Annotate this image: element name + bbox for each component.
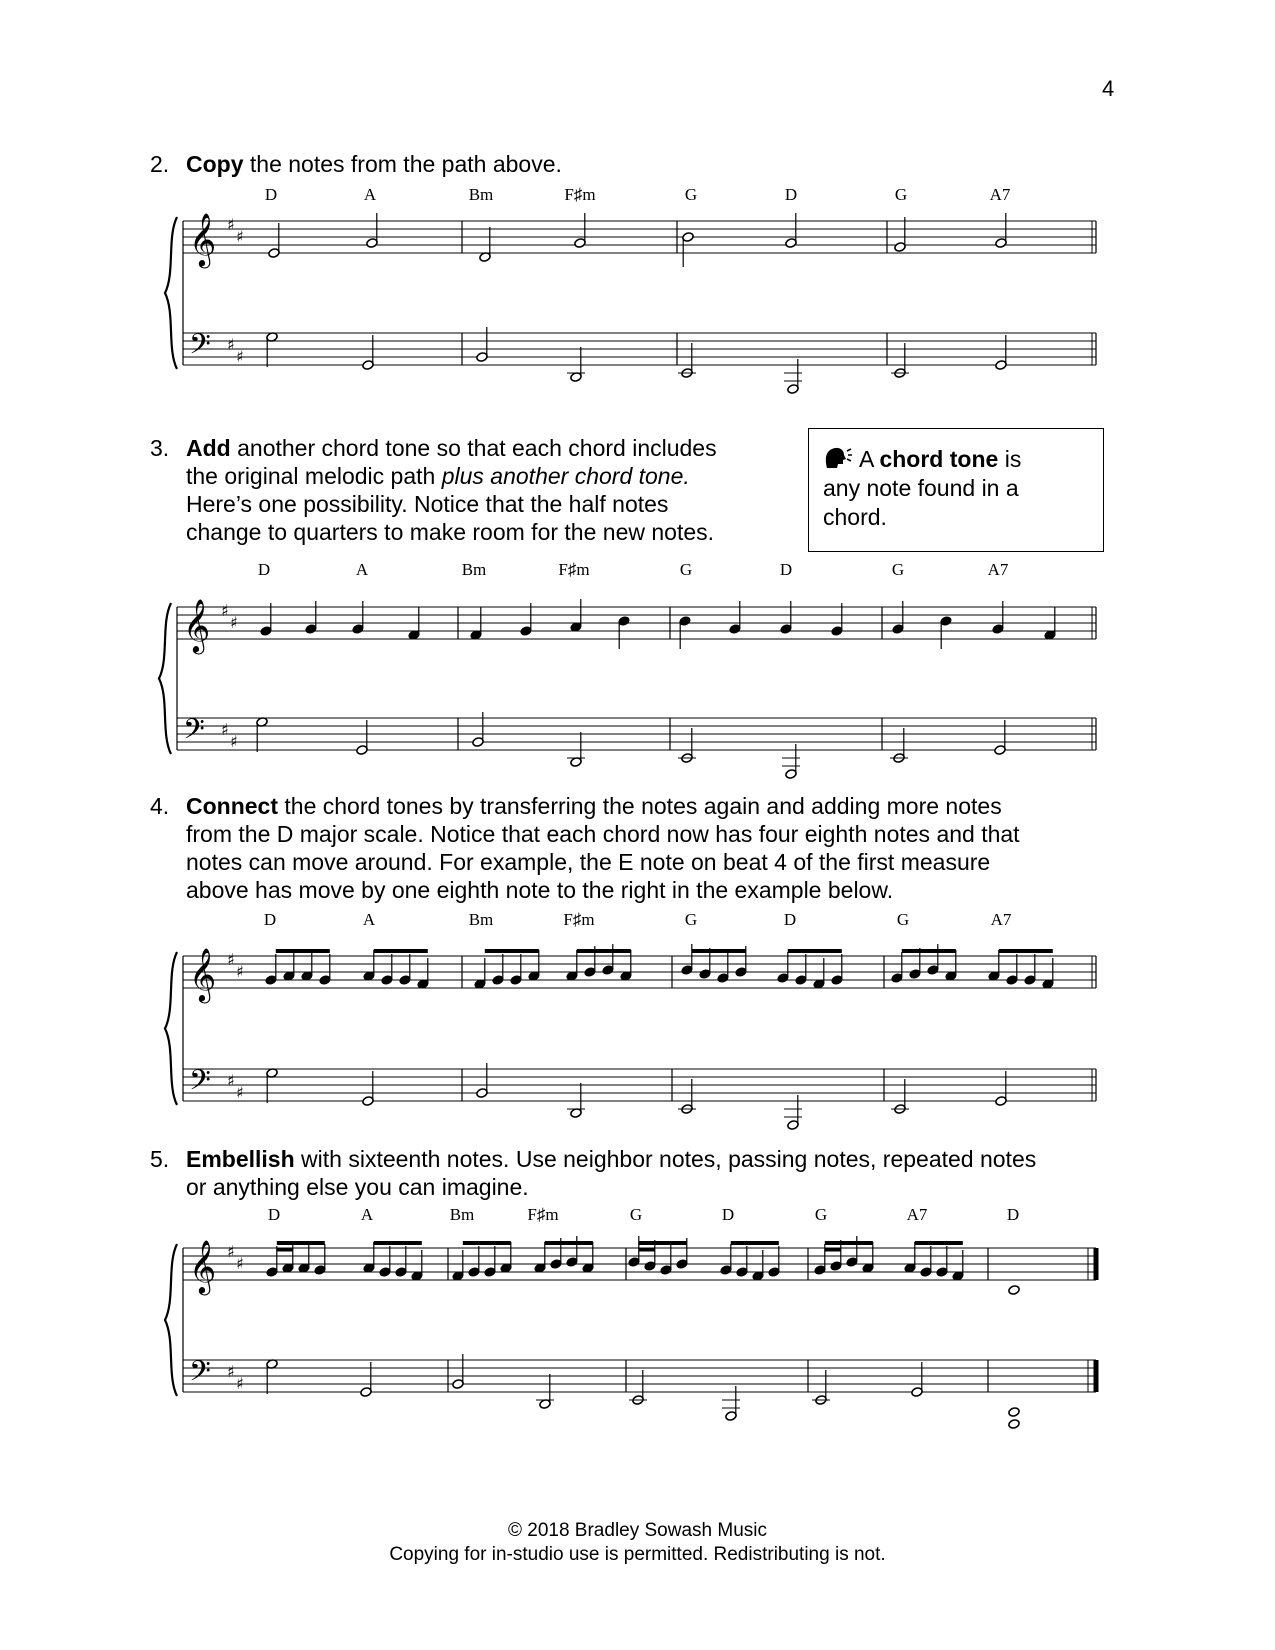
- sharp-sign: ♯: [236, 1254, 244, 1273]
- chord-symbol: F♯m: [563, 910, 595, 929]
- page-number: 4: [1102, 76, 1115, 101]
- step-5-instruction: [150, 1145, 1130, 1201]
- sharp-sign: ♯: [227, 215, 235, 234]
- step-number: 5.: [150, 1146, 170, 1172]
- chord-symbol: A7: [990, 910, 1012, 929]
- step-emphasis: plus another chord tone.: [441, 463, 690, 489]
- note-head: [1008, 1407, 1020, 1418]
- copyright-line: © 2018 Bradley Sowash Music: [507, 1520, 767, 1541]
- chord-symbol: Bm: [449, 1205, 475, 1224]
- callout-prefix: A: [859, 446, 880, 472]
- treble-clef: 𝄞: [189, 1239, 217, 1293]
- music-system-3: [0, 905, 1275, 1120]
- note-head: [1008, 1285, 1020, 1296]
- permission-line: Copying for in-studio use is permitted. Redistributing is not.: [389, 1544, 886, 1565]
- sharp-sign: ♯: [221, 601, 229, 620]
- chord-symbol: G: [684, 910, 698, 929]
- sharp-sign: ♯: [227, 1362, 235, 1381]
- step-3-instruction: [150, 434, 790, 546]
- chord-symbol: F♯m: [564, 185, 596, 204]
- step-keyword: Embellish: [186, 1146, 295, 1172]
- bass-clef: 𝄢: [189, 1064, 211, 1104]
- note-head: [1008, 1419, 1020, 1430]
- step-text: Here’s one possibility. Notice that the half notes: [186, 491, 669, 517]
- chord-symbol: Bm: [468, 910, 494, 929]
- step-text: with sixteenth notes. Use neighbor notes, passing notes, repeated notes: [294, 1146, 1037, 1172]
- chord-symbol: D: [783, 910, 797, 929]
- callout-term: chord tone: [879, 446, 999, 472]
- sharp-sign: ♯: [227, 335, 235, 354]
- sharp-sign: ♯: [236, 347, 244, 366]
- callout-line: any note found in a: [823, 475, 1019, 501]
- chord-symbol: Bm: [461, 560, 487, 579]
- page-footer: [0, 1519, 1275, 1567]
- speaking-head-icon: [823, 446, 853, 470]
- step-number: 4.: [150, 793, 170, 819]
- chord-symbol: G: [814, 1205, 828, 1224]
- step-keyword: Add: [186, 435, 231, 461]
- sharp-sign: ♯: [236, 962, 244, 981]
- chord-symbol: D: [267, 1205, 281, 1224]
- music-system-1: [0, 180, 1275, 410]
- chord-symbol: A7: [989, 185, 1011, 204]
- sharp-sign: ♯: [230, 732, 238, 751]
- chord-symbol: D: [263, 910, 277, 929]
- step-text: the original melodic path: [186, 463, 442, 489]
- treble-clef: 𝄞: [183, 598, 211, 652]
- step-text: from the D major scale. Notice that each chord now has four eighth notes and that: [186, 821, 1020, 847]
- chord-symbol: D: [779, 560, 793, 579]
- callout-line: chord.: [823, 504, 887, 530]
- chord-symbol: A: [362, 910, 376, 929]
- sharp-sign: ♯: [227, 950, 235, 969]
- sharp-sign: ♯: [227, 1071, 235, 1090]
- chord-symbol: G: [629, 1205, 643, 1224]
- step-2-instruction: [150, 150, 562, 178]
- chord-symbol: G: [896, 910, 910, 929]
- step-number: 2.: [150, 151, 170, 177]
- chord-symbol: G: [679, 560, 693, 579]
- music-system-2: [0, 555, 1275, 770]
- chord-symbol: A7: [987, 560, 1009, 579]
- step-text: above has move by one eighth note to the right in the example below.: [186, 877, 894, 903]
- chord-symbol: D: [257, 560, 271, 579]
- chord-symbol: G: [891, 560, 905, 579]
- chord-symbol: G: [684, 185, 698, 204]
- chord-symbol: F♯m: [558, 560, 590, 579]
- sharp-sign: ♯: [236, 1374, 244, 1393]
- sharp-sign: ♯: [236, 1083, 244, 1102]
- bass-clef: 𝄢: [183, 713, 205, 753]
- step-keyword: Connect: [186, 793, 278, 819]
- chord-symbol: A: [360, 1205, 374, 1224]
- callout-suffix: is: [998, 446, 1022, 472]
- sharp-sign: ♯: [236, 227, 244, 246]
- chord-symbol: D: [784, 185, 798, 204]
- brace: [165, 952, 177, 1105]
- treble-clef: 𝄞: [189, 947, 217, 1001]
- brace: [159, 603, 171, 754]
- chord-symbol: A: [355, 560, 369, 579]
- step-text: or anything else you can imagine.: [186, 1174, 529, 1200]
- step-text: the chord tones by transferring the notes again and adding more notes: [278, 793, 1002, 819]
- brace: [165, 1244, 177, 1396]
- step-number: 3.: [150, 435, 170, 461]
- step-text: change to quarters to make room for the new notes.: [186, 519, 715, 545]
- bass-clef: 𝄢: [189, 328, 211, 368]
- chord-symbol: A: [363, 185, 377, 204]
- chord-symbol: G: [894, 185, 908, 204]
- sharp-sign: ♯: [230, 613, 238, 632]
- chord-symbol: D: [264, 185, 278, 204]
- step-text: the notes from the path above.: [243, 151, 562, 177]
- step-text: notes can move around. For example, the E note on beat 4 of the first measure: [186, 849, 991, 875]
- brace: [165, 217, 177, 369]
- sharp-sign: ♯: [221, 720, 229, 739]
- step-4-instruction: [150, 792, 1110, 904]
- treble-clef: 𝄞: [189, 212, 217, 266]
- chord-symbol: D: [721, 1205, 735, 1224]
- sharp-sign: ♯: [227, 1242, 235, 1261]
- bass-clef: 𝄢: [189, 1355, 211, 1395]
- chord-symbol: D: [1006, 1205, 1020, 1224]
- music-system-4: [0, 1200, 1275, 1420]
- step-text: another chord tone so that each chord includes: [230, 435, 717, 461]
- chord-tone-callout: [808, 428, 1104, 552]
- chord-symbol: A7: [906, 1205, 928, 1224]
- chord-symbol: Bm: [468, 185, 494, 204]
- step-keyword: Copy: [186, 151, 244, 177]
- chord-symbol: F♯m: [527, 1205, 559, 1224]
